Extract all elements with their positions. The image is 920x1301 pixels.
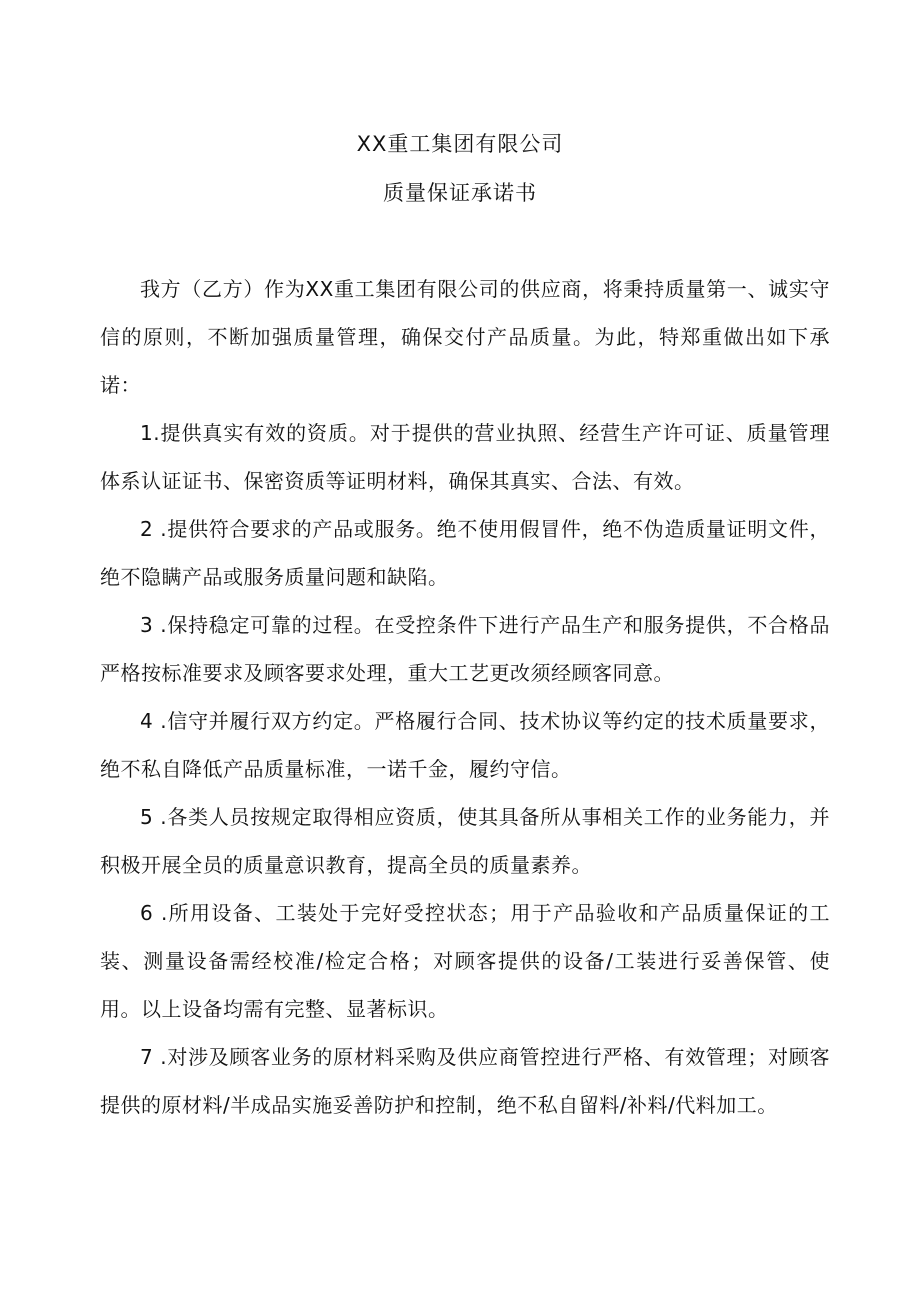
- document-title: 质量保证承诺书: [383, 181, 537, 205]
- commitment-item-3: 3 .保持稳定可靠的过程。在受控条件下进行产品生产和服务提供，不合格品严格按标准要求及顾客要求处理，重大工艺更改须经顾客同意。: [100, 613, 830, 685]
- commitment-item-6: 6 .所用设备、工装处于完好受控状态；用于产品验收和产品质量保证的工装、测量设备需经校准/检定合格；对顾客提供的设备/工装进行妥善保管、使用。以上设备均需有完整、显著标识。: [100, 901, 830, 1021]
- commitment-item-4: 4 .信守并履行双方约定。严格履行合同、技术协议等约定的技术质量要求，绝不私自降低产品质量标准，一诺千金，履约守信。: [100, 709, 830, 781]
- commitment-item-2: 2 .提供符合要求的产品或服务。绝不使用假冒件，绝不伪造质量证明文件，绝不隐瞒产品或服务质量问题和缺陷。: [100, 517, 830, 589]
- commitment-item-7: 7 .对涉及顾客业务的原材料采购及供应商管控进行严格、有效管理；对顾客提供的原材料/半成品实施妥善防护和控制，绝不私自留料/补料/代料加工。: [100, 1045, 830, 1117]
- commitment-item-1: 1.提供真实有效的资质。对于提供的营业执照、经营生产许可证、质量管理体系认证证书、保密资质等证明材料，确保其真实、合法、有效。: [100, 421, 830, 493]
- intro-paragraph: 我方（乙方）作为XX重工集团有限公司的供应商，将秉持质量第一、诚实守信的原则，不断加强质量管理，确保交付产品质量。为此，特郑重做出如下承诺：: [100, 277, 830, 397]
- document-body: [100, 265, 830, 1129]
- commitment-item-5: 5 .各类人员按规定取得相应资质，使其具备所从事相关工作的业务能力，并积极开展全员的质量意识教育，提高全员的质量素养。: [100, 805, 830, 877]
- company-title: XX重工集团有限公司: [356, 132, 564, 156]
